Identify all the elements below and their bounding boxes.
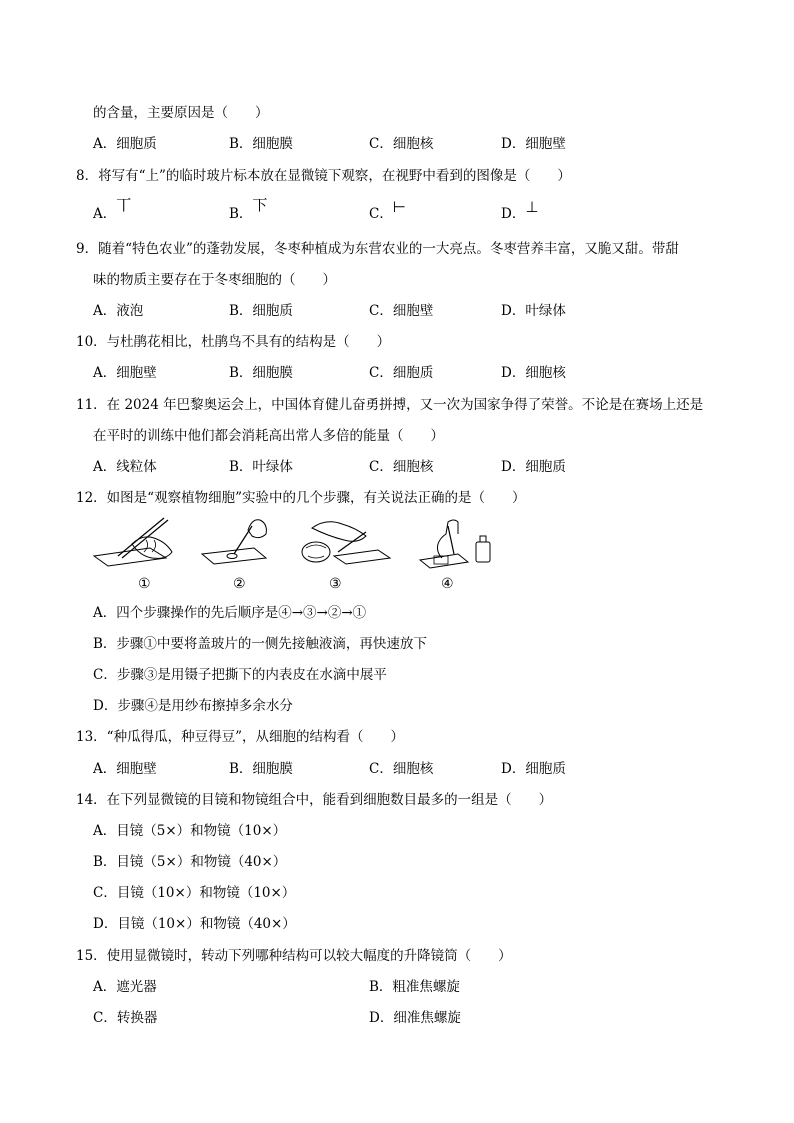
option-c[interactable]: C．目镜（10×）和物镜（10×） [93, 885, 296, 901]
question-10-stem: 10．与杜鹃花相比，杜鹃鸟不具有的结构是（ ） [76, 334, 391, 350]
option-label: C． [369, 206, 393, 222]
question-13-stem: 13．“种瓜得瓜，种豆得豆”，从细胞的结构看（ ） [76, 729, 404, 745]
question-9-stem: 9．随着“特色农业”的蓬勃发展，冬枣种植成为东营农业的一大亮点。冬枣营养丰富，又脆又甜。带甜 [76, 241, 679, 257]
question-14-stem: 14．在下列显微镜的目镜和物镜组合中，能看到细胞数目最多的一组是（ ） [76, 792, 553, 808]
option-c[interactable] [369, 198, 406, 222]
option-label: D． [501, 206, 526, 222]
option-a[interactable]: A．细胞质 [93, 136, 157, 152]
option-c[interactable]: C．细胞质 [369, 365, 434, 381]
character-image: ⊢ [392, 198, 406, 216]
question-12-stem: 12．如图是“观察植物细胞”实验中的几个步骤，有关说法正确的是（ ） [76, 490, 526, 506]
option-b[interactable]: B．细胞膜 [229, 365, 293, 381]
option-b[interactable]: B．细胞质 [229, 303, 293, 319]
figure-label-4: ④ [441, 576, 454, 592]
option-d[interactable]: D．细胞质 [501, 459, 566, 475]
option-b[interactable]: B．步骤①中要将盖玻片的一侧先接触液滴，再快速放下 [93, 636, 427, 652]
option-label: A． [93, 206, 117, 222]
figure-label-3: ③ [329, 576, 342, 592]
option-a[interactable] [93, 196, 132, 223]
question-15-stem: 15．使用显微镜时，转动下列哪种结构可以较大幅度的升降镜筒（ ） [76, 948, 512, 964]
step-3-illustration [294, 512, 394, 572]
step-2-illustration [198, 512, 270, 572]
option-b[interactable]: B．细胞膜 [229, 136, 293, 152]
option-b[interactable]: B．目镜（5×）和物镜（40×） [93, 854, 287, 870]
option-d[interactable]: D．细胞质 [501, 761, 566, 777]
character-image: ⊥ [525, 198, 539, 216]
option-c[interactable]: C．细胞核 [369, 459, 434, 475]
character-image: 下 [252, 196, 268, 214]
option-a[interactable]: A．细胞壁 [93, 761, 157, 777]
option-d[interactable] [501, 198, 539, 222]
option-c[interactable]: C．细胞壁 [369, 303, 434, 319]
option-c[interactable]: C．细胞核 [369, 136, 434, 152]
question-stem-continued: 的含量，主要原因是（ ） [93, 105, 269, 121]
option-a[interactable]: A．线粒体 [93, 459, 157, 475]
option-c[interactable]: C．细胞核 [369, 761, 434, 777]
option-d[interactable]: D．目镜（10×）和物镜（40×） [93, 916, 296, 932]
option-a[interactable]: A．目镜（5×）和物镜（10×） [93, 823, 287, 839]
option-label: B． [229, 206, 253, 222]
step-1-illustration [90, 512, 182, 572]
step-4-illustration [414, 512, 498, 574]
option-b[interactable]: B．粗准焦螺旋 [369, 979, 460, 995]
option-a[interactable]: A．遮光器 [93, 979, 157, 995]
question-11-stem-continued: 在平时的训练中他们都会消耗高出常人多倍的能量（ ） [93, 428, 444, 444]
question-11-stem: 11．在 2024 年巴黎奥运会上，中国体育健儿奋勇拼搏，又一次为国家争得了荣誉。不论是在赛场上还是 [76, 397, 704, 413]
option-b[interactable] [229, 196, 268, 223]
option-a[interactable]: A．四个步骤操作的先后顺序是④→③→②→① [93, 605, 367, 621]
option-d[interactable]: D．叶绿体 [501, 303, 566, 319]
option-b[interactable]: B．叶绿体 [229, 459, 293, 475]
option-d[interactable]: D．细胞壁 [501, 136, 566, 152]
option-c[interactable]: C．转换器 [93, 1010, 158, 1026]
option-d[interactable]: D．细准焦螺旋 [369, 1010, 461, 1026]
figure-label-2: ② [233, 576, 246, 592]
character-image: 丅 [116, 196, 132, 214]
question-9-stem-continued: 味的物质主要存在于冬枣细胞的（ ） [93, 272, 336, 288]
option-c[interactable]: C．步骤③是用镊子把撕下的内表皮在水滴中展平 [93, 667, 387, 683]
question-8-stem: 8．将写有“上”的临时玻片标本放在显微镜下观察，在视野中看到的图像是（ ） [76, 168, 571, 184]
option-b[interactable]: B．细胞膜 [229, 761, 293, 777]
option-d[interactable]: D．细胞核 [501, 365, 566, 381]
option-d[interactable]: D．步骤④是用纱布擦掉多余水分 [93, 698, 293, 714]
option-a[interactable]: A．液泡 [93, 303, 144, 319]
figure-label-1: ① [138, 576, 151, 592]
option-a[interactable]: A．细胞壁 [93, 365, 157, 381]
